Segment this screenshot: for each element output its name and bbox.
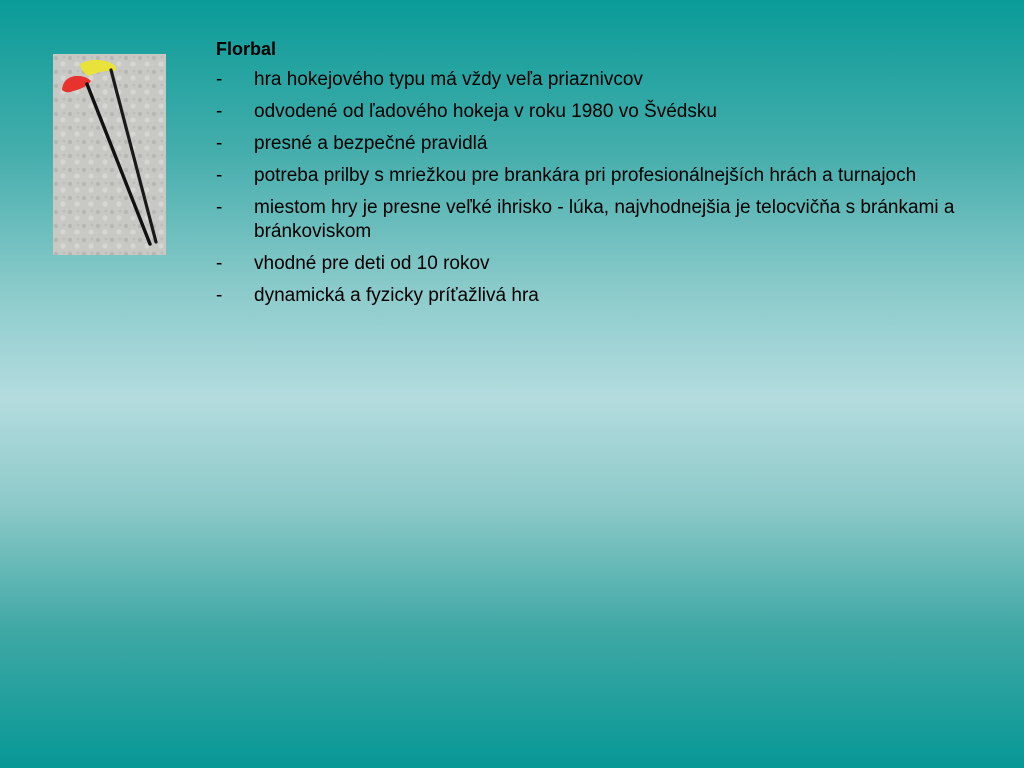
bullet-list (216, 68, 976, 308)
list-item (216, 164, 976, 188)
floorball-sticks-image (53, 54, 166, 255)
list-item (216, 100, 976, 124)
list-item (216, 196, 976, 244)
list-item (216, 132, 976, 156)
bullet-dash: - (216, 69, 223, 90)
bullet-dash: - (216, 101, 223, 122)
slide-title: Florbal (216, 39, 277, 59)
list-item (216, 68, 976, 92)
bullet-text: miestom hry je presne veľké ihrisko - lúka, najvhodnejšia je telocvičňa s bránkami a bránkoviskom (254, 197, 955, 242)
bullet-text: presné a bezpečné pravidlá (254, 133, 488, 154)
bullet-text: dynamická a fyzicky príťažlivá hra (254, 285, 539, 306)
bullet-dash: - (216, 253, 223, 274)
bullet-text: potreba prilby s mriežkou pre brankára pri profesionálnejších hrách a turnajoch (254, 165, 917, 186)
bullet-text: vhodné pre deti od 10 rokov (254, 253, 490, 274)
list-item (216, 284, 976, 308)
slide-content (216, 38, 976, 316)
list-item (216, 252, 976, 276)
bullet-dash: - (216, 133, 223, 154)
bullet-text: odvodené od ľadového hokeja v roku 1980 vo Švédsku (254, 101, 717, 122)
bullet-text: hra hokejového typu má vždy veľa priaznivcov (254, 69, 643, 90)
bullet-dash: - (216, 197, 223, 218)
bullet-dash: - (216, 285, 223, 306)
bullet-dash: - (216, 165, 223, 186)
